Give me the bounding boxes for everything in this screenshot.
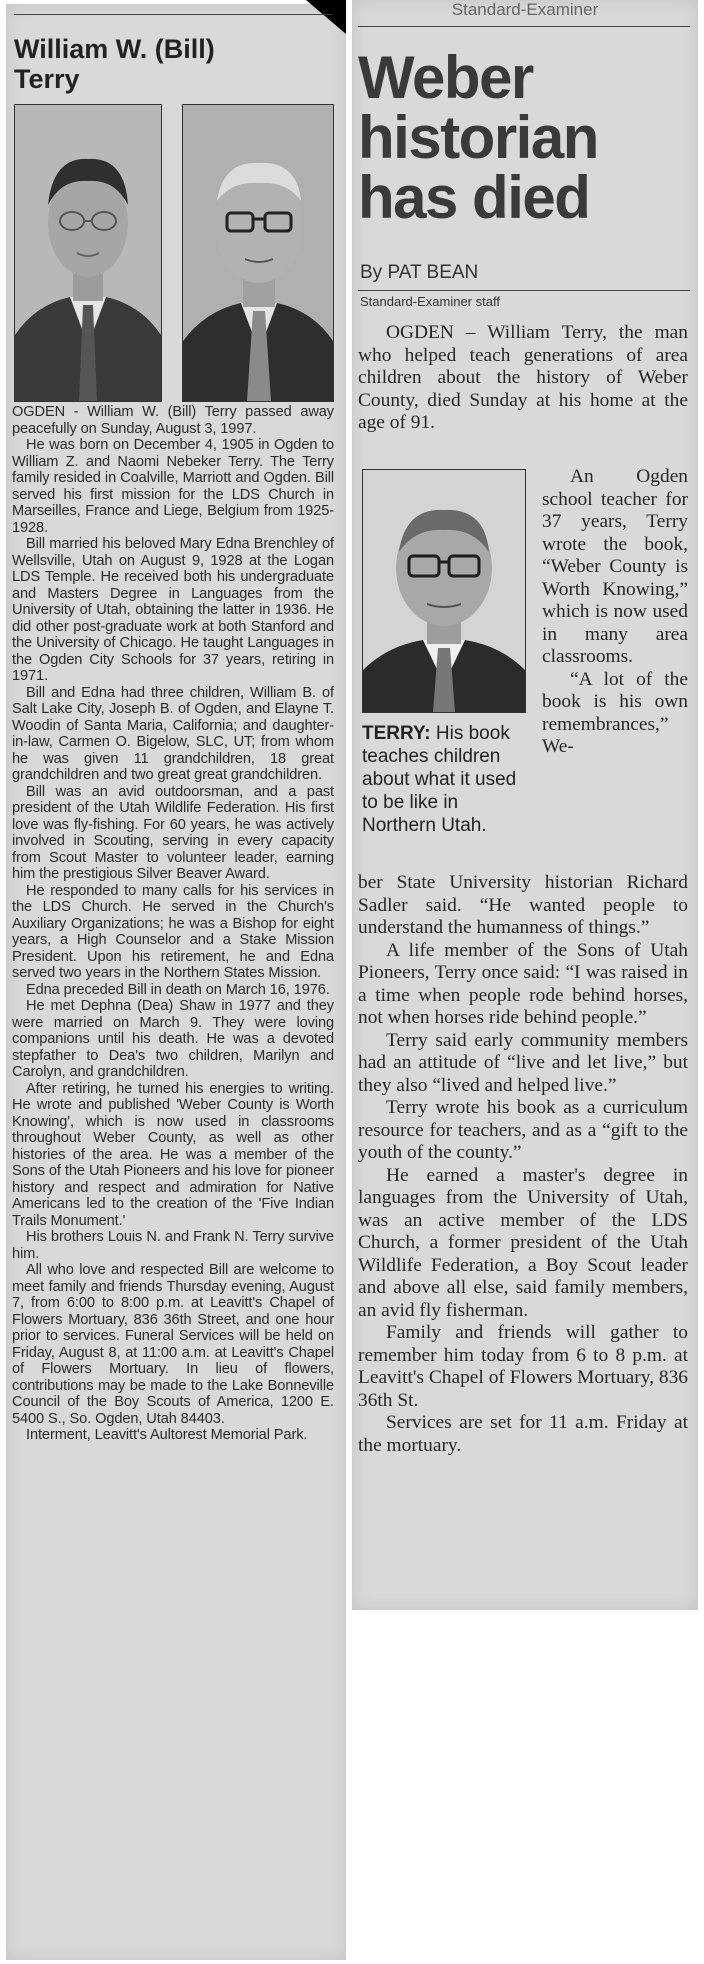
article-headline: Weber historian has died bbox=[358, 44, 598, 231]
article-paragraph: A life member of the Sons of Utah Pioneers, Terry once said: “I was raised in a time when people rode behind horses, not when horses ride behind people.” bbox=[358, 939, 688, 1028]
side-paragraph: An Ogden school teacher for 37 years, Terry wrote the book, “Weber County is Worth Knowing,” which is now used in many area classrooms. bbox=[542, 466, 688, 667]
article-lead bbox=[358, 322, 688, 435]
obituary-paragraph: Bill married his beloved Mary Edna Brenchley of Wellsville, Utah on August 9, 1928 at the Logan LDS Temple. He received both his undergraduate and Masters Degree in Languages from the University of Utah, obtaining the latter in 1936. He did other post-graduate work at both Stanford and the University of Chicago. He taught Languages in the Ogden City Schools for 37 years, retiring in 1971. bbox=[12, 536, 334, 684]
obituary-paragraph: OGDEN - William W. (Bill) Terry passed away peacefully on Sunday, August 3, 1997. bbox=[12, 404, 334, 437]
obituary-body bbox=[12, 404, 334, 1444]
byline: By PAT BEAN bbox=[360, 262, 479, 283]
caption-text: His book teaches children about what it used to be like in Northern Utah. bbox=[362, 723, 517, 836]
masthead: Standard-Examiner bbox=[451, 0, 599, 19]
article-paragraph: Family and friends will gather to remember him today from 6 to 8 p.m. at Leavitt's Chapel of Flowers Mortuary, 836 36th St. bbox=[358, 1322, 688, 1411]
photo-young-portrait bbox=[14, 104, 162, 402]
obituary-paragraph: Edna preceded Bill in death on March 16, 1976. bbox=[26, 981, 330, 998]
caption-label: TERRY: bbox=[362, 723, 431, 744]
article-paragraph: He earned a master's degree in languages from the University of Utah, was an active member of the LDS Church, a former president of the Utah Wildlife Federation, a Boy Scout leader and above all else, said family members, an avid fly fisherman. bbox=[358, 1164, 688, 1321]
obituary-paragraph: All who love and respected Bill are welcome to meet family and friends Thursday evening, August 7, from 6:00 to 8:00 p.m. at Leavitt's Chapel of Flowers Mortuary, 836 36th Street, and one hour prior to services. Funeral Services will be held on Friday, August 8, at 11:00 a.m. at Leavitt's Chapel of Flowers Mortuary. In lieu of flowers, contributions may be made to the Lake Bonneville Council of the Boy Scouts of America, 1200 E. 5400 S., So. Ogden, Utah 84403. bbox=[12, 1262, 334, 1427]
obituary-paragraph: He met Dephna (Dea) Shaw in 1977 and they were married on March 9. They were loving companions until his death. He was a devoted stepfather to Dea's two children, Marilyn and Carolyn, and grandchildren. bbox=[12, 998, 334, 1080]
lead-paragraph: OGDEN – William Terry, the man who helped teach generations of area children about the history of Weber County, died Sunday at his home at the age of 91. bbox=[358, 322, 688, 433]
article-paragraph: Terry wrote his book as a curriculum resource for teachers, and as a “gift to the youth of the county.” bbox=[358, 1097, 688, 1163]
obituary-paragraph: He was born on December 4, 1905 in Ogden to William Z. and Naomi Nebeker Terry. The Terry family resided in Coalville, Marriott and Ogden. Bill served his first mission for the LDS Church in Marseilles, France and Liege, Belgium from 1925-1928. bbox=[12, 437, 334, 536]
obituary-paragraph: Bill and Edna had three children, William B. of Salt Lake City, Joseph B. of Ogden, and Elayne T. Woodin of Santa Maria, California; and daughter-in-law, Carmen O. Bigelow, SLC, UT; from whom he was given 11 grandchildren, 18 great grandchildren and two great great grandchildren. bbox=[12, 684, 334, 783]
byline-rule bbox=[358, 290, 690, 291]
torn-corner bbox=[306, 0, 346, 34]
staff-line: Standard-Examiner staff bbox=[360, 294, 500, 309]
article-paragraph: Services are set for 11 a.m. Friday at the mortuary. bbox=[358, 1412, 688, 1456]
obituary-name: William W. (Bill) Terry bbox=[14, 34, 215, 94]
obituary-paragraph: Bill was an avid outdoorsman, and a past president of the Utah Wildlife Federation. His first love was fly-fishing. For 60 years, he was actively involved in Scouting, serving in every capacity from Scout Master to volunteer leader, earning him the prestigious Silver Beaver Award. bbox=[12, 783, 334, 882]
article-continued bbox=[358, 872, 688, 1457]
photo-elderly-portrait bbox=[182, 104, 334, 402]
side-paragraph: “A lot of the book is his own remembrances,” We- bbox=[542, 668, 688, 757]
top-rule bbox=[14, 14, 332, 15]
article-side-column bbox=[542, 466, 688, 759]
photo-caption bbox=[362, 722, 530, 837]
obituary-paragraph: Interment, Leavitt's Aultorest Memorial Park. bbox=[26, 1427, 308, 1443]
article-paragraph: Terry said early community members had an attitude of “live and let live,” but they also “lived and helped live.” bbox=[358, 1029, 688, 1096]
masthead-rule bbox=[358, 26, 690, 27]
obituary-paragraph: After retiring, he turned his energies to writing. He wrote and published 'Weber County is Worth Knowing', which is now used in classrooms throughout Weber County, as well as other histories of the area. He was a member of the Sons of the Utah Pioneers and his love for pioneer history and respect and admiration for Native Americans led to the creation of the 'Five Indian Trails Monument.' bbox=[12, 1080, 334, 1229]
photo-terry bbox=[362, 469, 526, 713]
article-paragraph: ber State University historian Richard Sadler said. “He wanted people to understand the humanness of things.” bbox=[358, 872, 688, 938]
obituary-paragraph: His brothers Louis N. and Frank N. Terry survive him. bbox=[12, 1229, 334, 1262]
obituary-paragraph: He responded to many calls for his services in the LDS Church. He served in the Church's Auxiliary Organizations; he was a Bishop for eight years, a High Counselor and a Stake Mission President. Upon his retirement, he and Edna served two years in the Northern States Mission. bbox=[12, 882, 334, 981]
